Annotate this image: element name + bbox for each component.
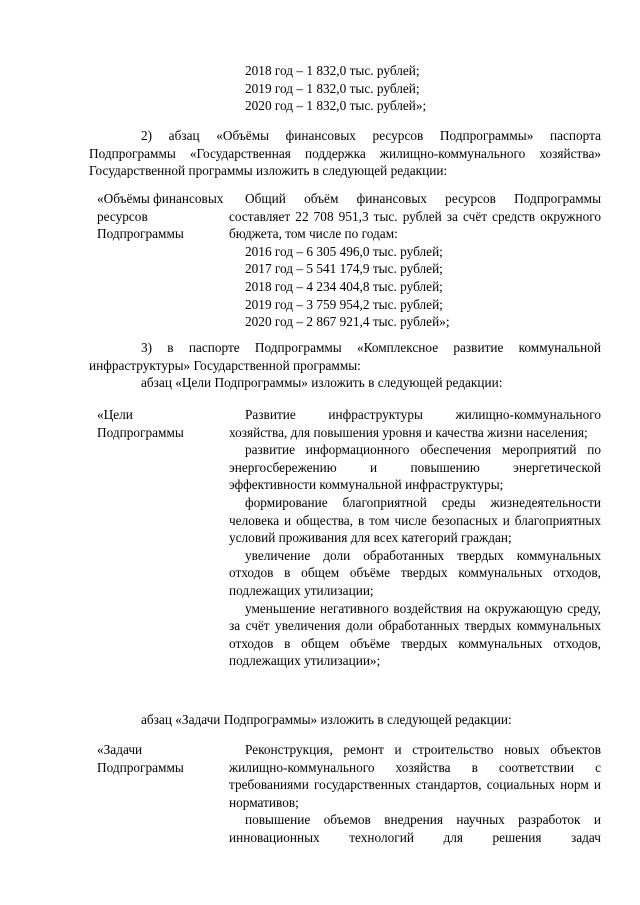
paragraph-2 — [89, 127, 601, 180]
year-line: 2019 год – 1 832,0 тыс. рублей; — [245, 80, 420, 96]
volumes-year: 2016 год – 6 305 496,0 тыс. рублей; — [245, 243, 443, 259]
goal-item: развитие информационного обеспечения мероприятий по энергосбережению и повышению энергетической эффективности коммунальной инфраструктуры; — [229, 442, 601, 493]
year-line: 2020 год – 1 832,0 тыс. рублей»; — [245, 98, 427, 114]
top-years-list — [245, 62, 426, 115]
task-item: Реконструкция, ремонт и строительство новых объектов жилищно-коммунального хозяйства в соответствии с требованиями государственных стандартов, социальных норм и нормативов; — [229, 742, 601, 810]
year-line: 2018 год – 1 832,0 тыс. рублей; — [245, 63, 420, 78]
goal-item: увеличение доли обработанных твердых коммунальных отходов в общем объёме твердых коммунальных отходов, подлежащих утилизации; — [229, 547, 601, 598]
volumes-year: 2019 год – 3 759 954,2 тыс. рублей; — [245, 296, 443, 312]
paragraph-4 — [89, 711, 601, 729]
paragraph-3-sub: абзац «Цели Подпрограммы» изложить в следующей редакции: — [141, 375, 503, 391]
goal-item: уменьшение негативного воздействия на окружающую среду, за счёт увеличения доли обработанных твердых коммунальных отходов в общем объёме твердых коммунальных отходов, подлежащих утилизации»; — [229, 600, 601, 669]
paragraph-4-text: абзац «Задачи Подпрограммы» изложить в следующей редакции: — [141, 712, 512, 727]
volumes-value — [229, 190, 601, 331]
goal-item: Развитие инфраструктуры жилищно-коммунального хозяйства, для повышения уровня и качества жизни населения; — [229, 407, 601, 440]
task-item: повышение объемов внедрения научных разработок и инновационных технологий для решения задач — [229, 812, 601, 845]
paragraph-3 — [89, 339, 601, 392]
goals-value — [229, 406, 601, 670]
goals-label: «Цели Подпрограммы — [97, 407, 184, 440]
volumes-intro: Общий объём финансовых ресурсов Подпрограммы составляет 22 708 951,3 тыс. рублей за счёт средств окружного бюджета, том числе по годам: — [229, 191, 601, 242]
volumes-year: 2018 год – 4 234 404,8 тыс. рублей; — [245, 278, 443, 294]
tasks-value — [229, 741, 601, 847]
volumes-year: 2017 год – 5 541 174,9 тыс. рублей; — [245, 261, 443, 277]
paragraph-3-text: 3) в паспорте Подпрограммы «Комплексное развитие коммунальной инфраструктуры» Государственной программы: — [89, 340, 601, 373]
tasks-label: «Задачи Подпрограммы — [97, 742, 184, 775]
goal-item: формирование благоприятной среды жизнедеятельности человека и общества, в том числе безопасных и благоприятных условий проживания для всех категорий граждан; — [229, 494, 601, 546]
paragraph-2-text: 2) абзац «Объёмы финансовых ресурсов Подпрограммы» паспорта Подпрограммы «Государственная поддержка жилищно-коммунального хозяйства» Государственной программы изложить в следующей редакции: — [89, 128, 601, 179]
volumes-label: «Объёмы финансовых ресурсов Подпрограммы — [97, 191, 224, 242]
volumes-year: 2020 год – 2 867 921,4 тыс. рублей»; — [245, 314, 450, 330]
